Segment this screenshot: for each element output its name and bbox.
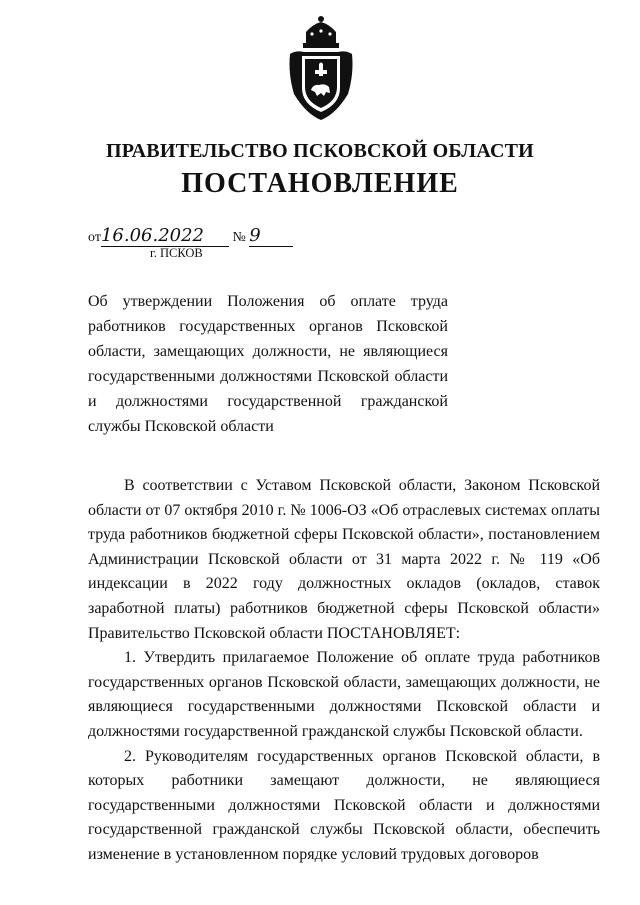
item-1-paragraph: 1. Утвердить прилагаемое Положение об оплате труда работников государственных органов Псковской области, замещающих должности, не являющиеся государственными должностями Псковской области и должностями государственной гражданской службы Псковской области. [88, 649, 600, 740]
number-prefix: № [232, 230, 246, 245]
government-name: ПРАВИТЕЛЬСТВО ПСКОВСКОЙ ОБЛАСТИ [106, 140, 534, 162]
date-prefix: от [88, 230, 101, 245]
preamble-paragraph: В соответствии с Уставом Псковской области, Законом Псковской области от 07 октября 2010 г. № 1006-ОЗ «Об отраслевых системах оплаты труда работников бюджетной сферы Псковской области», постановлением Администрации Псковской области от 31 марта 2022 г. № 119 «Об индексации в 2022 году должностных окладов (окладов, ставок заработной платы) работников бюджетной сферы Псковской области» Правительство Псковской области ПОСТАНОВЛЯЕТ: [88, 477, 600, 642]
document-body [88, 474, 600, 868]
document-number: 9 [249, 225, 293, 247]
date-number-line [88, 225, 293, 247]
document-type: ПОСТАНОВЛЕНИЕ [181, 168, 459, 199]
document-title: Об утверждении Положения об оплате труда работников государственных органов Псковской области, замещающих должности, не являющиеся государственными должностями Псковской области и должностями государственной гражданской службы Псковской области [88, 293, 448, 435]
item-2-paragraph: 2. Руководителям государственных органов Псковской области, в которых работники замещают должности, не являющиеся государственными должностями Псковской области и должностями государственной гражданской службы Псковской области, обеспечить изменение в установленном порядке условий трудовых договоров [88, 747, 600, 863]
document-date: 16.06.2022 [101, 225, 229, 247]
city: г. ПСКОВ [150, 246, 203, 260]
document-title-block [88, 289, 448, 439]
pskov-coat-of-arms-icon [286, 14, 356, 124]
